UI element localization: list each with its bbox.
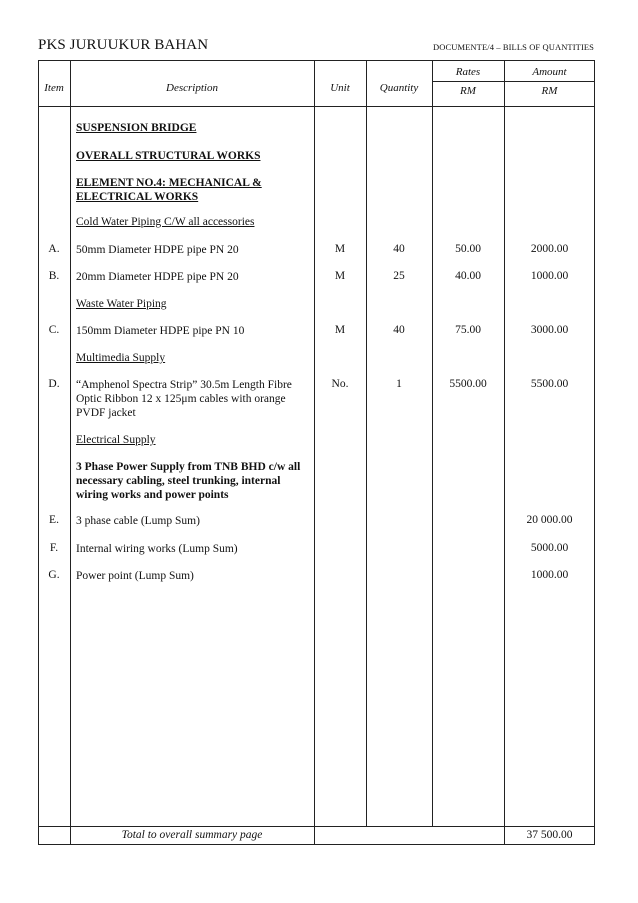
column-divider-description <box>314 60 315 845</box>
section-heading-element-line1: ELEMENT NO.4: MECHANICAL & <box>76 177 262 189</box>
subheading-waste-water: Waste Water Piping <box>76 298 167 310</box>
three-phase-heading-line1: 3 Phase Power Supply from TNB BHD c/w all <box>76 461 301 473</box>
three-phase-heading-line3: wiring works and power points <box>76 489 229 501</box>
three-phase-heading-line2: necessary cabling, steel trunking, internal <box>76 475 281 487</box>
row-c-quantity: 40 <box>393 324 405 336</box>
row-c-item: C. <box>48 324 60 336</box>
row-d-unit: No. <box>331 378 349 390</box>
row-b-rate: 40.00 <box>455 270 481 282</box>
row-d-description-line3: PVDF jacket <box>76 407 136 419</box>
column-divider-item <box>70 60 71 845</box>
column-header-amount: Amount <box>532 66 567 78</box>
row-e-item: E. <box>49 514 59 526</box>
row-a-amount: 2000.00 <box>530 243 569 255</box>
column-divider-unit <box>366 60 367 827</box>
row-g-amount: 1000.00 <box>530 569 569 581</box>
column-header-rates: Rates <box>455 66 481 78</box>
column-divider-quantity <box>432 60 433 827</box>
row-c-rate: 75.00 <box>455 324 481 336</box>
subheading-electrical: Electrical Supply <box>76 434 156 446</box>
document-reference: DOCUMENTE/4 – BILLS OF QUANTITIES <box>432 42 594 52</box>
column-divider-rates <box>504 60 505 845</box>
row-f-item: F. <box>49 542 59 554</box>
row-c-description: 150mm Diameter HDPE pipe PN 10 <box>76 325 245 337</box>
column-header-amount-unit: RM <box>541 85 558 97</box>
row-b-description: 20mm Diameter HDPE pipe PN 20 <box>76 271 239 283</box>
row-d-description-line1: “Amphenol Spectra Strip” 30.5m Length Fibre <box>76 379 292 391</box>
document-title: PKS JURUUKUR BAHAN <box>38 37 209 53</box>
row-a-unit: M <box>334 243 346 255</box>
row-c-unit: M <box>334 324 346 336</box>
row-f-description: Internal wiring works (Lump Sum) <box>76 543 238 555</box>
header-bottom-rule <box>38 106 595 107</box>
row-d-quantity: 1 <box>396 378 402 390</box>
row-d-item: D. <box>48 378 60 390</box>
section-heading-overall-structural: OVERALL STRUCTURAL WORKS <box>76 150 261 162</box>
header-sub-rule <box>432 81 595 82</box>
row-b-item: B. <box>48 270 60 282</box>
row-e-amount: 20 000.00 <box>526 514 573 526</box>
row-d-amount: 5500.00 <box>530 378 569 390</box>
total-top-rule <box>38 826 595 827</box>
row-g-description: Power point (Lump Sum) <box>76 570 194 582</box>
column-header-unit: Unit <box>330 82 350 94</box>
row-g-item: G. <box>48 569 60 581</box>
column-header-quantity: Quantity <box>379 82 419 94</box>
row-a-quantity: 40 <box>393 243 405 255</box>
total-label: Total to overall summary page <box>121 829 263 841</box>
row-f-amount: 5000.00 <box>530 542 569 554</box>
column-header-description: Description <box>166 82 218 94</box>
row-d-rate: 5500.00 <box>449 378 487 390</box>
row-d-description-line2: Optic Ribbon 12 x 125μm cables with orange <box>76 393 286 405</box>
row-c-amount: 3000.00 <box>530 324 569 336</box>
row-e-description: 3 phase cable (Lump Sum) <box>76 515 200 527</box>
row-b-amount: 1000.00 <box>530 270 569 282</box>
section-heading-suspension-bridge: SUSPENSION BRIDGE <box>76 122 197 134</box>
total-amount: 37 500.00 <box>526 829 573 841</box>
subheading-multimedia: Multimedia Supply <box>76 352 166 364</box>
subheading-cold-water: Cold Water Piping C/W all accessories <box>76 216 255 228</box>
column-header-item: Item <box>44 82 64 94</box>
row-b-quantity: 25 <box>393 270 405 282</box>
row-b-unit: M <box>334 270 346 282</box>
row-a-description: 50mm Diameter HDPE pipe PN 20 <box>76 244 239 256</box>
section-heading-element-line2: ELECTRICAL WORKS <box>76 191 199 203</box>
column-header-rates-unit: RM <box>460 85 476 97</box>
row-a-rate: 50.00 <box>455 243 481 255</box>
row-a-item: A. <box>48 243 60 255</box>
